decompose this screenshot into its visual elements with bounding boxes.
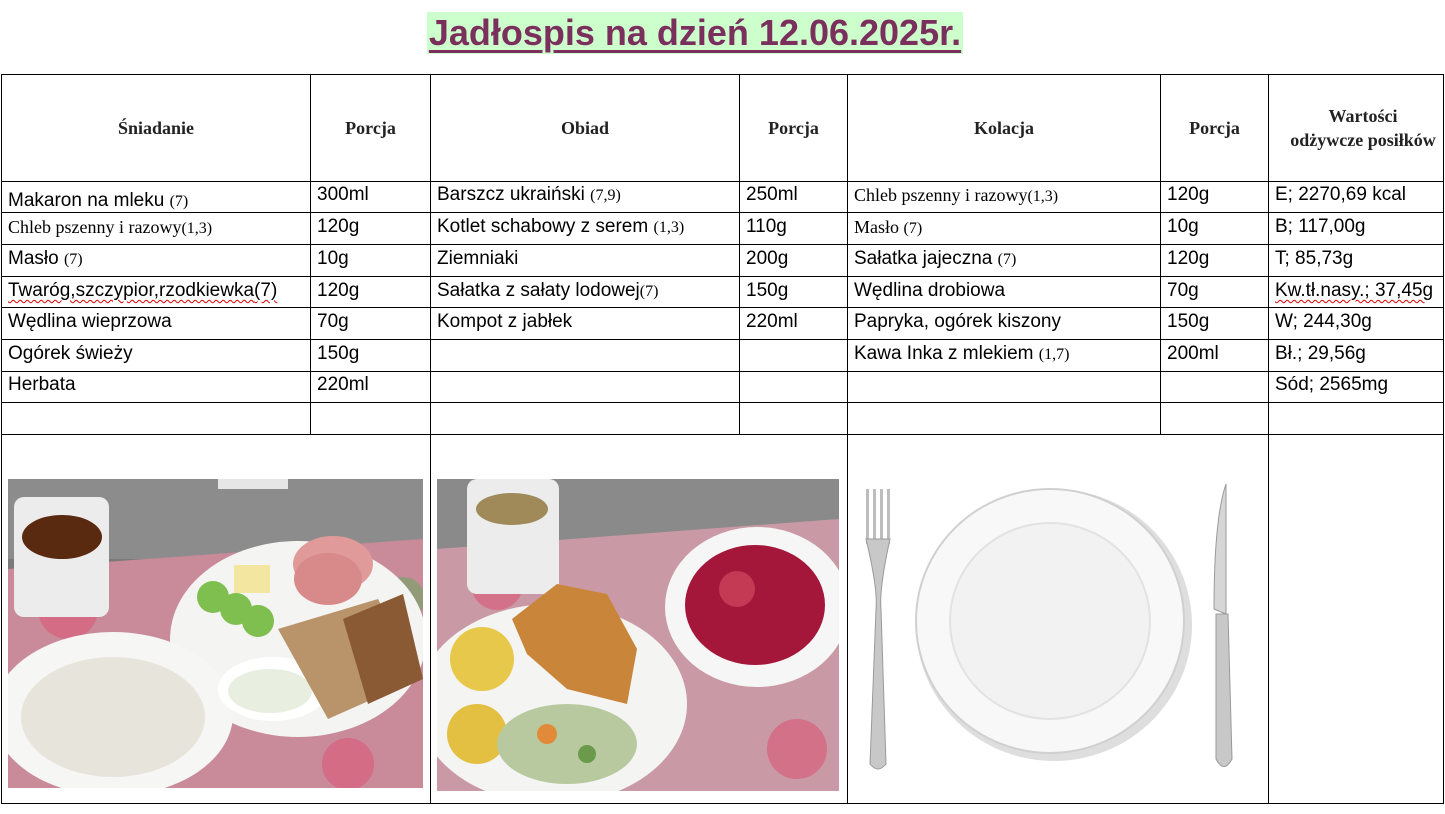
plate-and-cutlery-illustration xyxy=(854,479,1259,779)
lunch-portion: 220ml xyxy=(746,311,798,332)
breakfast-item-name: Masło xyxy=(8,248,64,269)
lunch-item-name: Kotlet schabowy z serem xyxy=(437,216,654,237)
lunch-portion: 150g xyxy=(746,280,789,301)
allergen-note: (7,9) xyxy=(590,187,621,204)
breakfast-portion: 120g xyxy=(317,216,360,237)
allergen-note: (7) xyxy=(639,283,659,300)
table-border-bottom xyxy=(1,803,1444,804)
dinner-item-name: Wędlina drobiowa xyxy=(854,280,1006,301)
column-divider xyxy=(430,74,431,804)
breakfast-portion: 70g xyxy=(317,311,349,332)
lunch-item xyxy=(437,184,737,215)
nutrition-value: E; 2270,69 kcal xyxy=(1275,184,1406,205)
dinner-item xyxy=(854,248,1158,279)
dinner-item xyxy=(854,184,1158,215)
dinner-item-name: Kawa Inka z mlekiem xyxy=(854,343,1039,364)
breakfast-photo xyxy=(8,479,423,788)
lunch-portion: 250ml xyxy=(746,184,798,205)
allergen-note: (7) xyxy=(997,251,1017,268)
dinner-item xyxy=(854,343,1158,374)
column-divider xyxy=(1268,74,1269,804)
breakfast-portion: 150g xyxy=(317,343,360,364)
breakfast-item xyxy=(8,248,308,279)
page-title: Jadłospis na dzień 12.06.2025r. xyxy=(428,12,962,53)
nutrition-value: Sód; 2565mg xyxy=(1275,374,1389,395)
header-portion: Porcja xyxy=(345,117,396,138)
dinner-portion: 120g xyxy=(1167,248,1210,269)
dinner-item-name: Masło xyxy=(854,217,904,237)
breakfast-portion: 300ml xyxy=(317,184,369,205)
breakfast-item-name: Wędlina wieprzowa xyxy=(8,311,172,332)
lunch-item-name: Barszcz ukraiński xyxy=(437,184,591,205)
header-portion: Porcja xyxy=(1189,117,1240,138)
breakfast-portion: 220ml xyxy=(317,374,369,395)
lunch-item-name: Kompot z jabłek xyxy=(437,311,573,332)
lunch-item xyxy=(437,280,737,311)
breakfast-item-name: Makaron na mleku xyxy=(8,190,170,211)
breakfast-item-name: Ogórek świeży xyxy=(8,343,133,364)
breakfast-item xyxy=(8,343,308,374)
column-divider xyxy=(847,74,848,804)
dinner-portion: 200ml xyxy=(1167,343,1219,364)
lunch-portion: 110g xyxy=(746,216,787,237)
nutrition-value: Bł.; 29,56g xyxy=(1275,343,1366,364)
lunch-photo-illustration xyxy=(437,479,839,791)
breakfast-portion: 120g xyxy=(317,280,360,301)
lunch-item-name: Sałatka z sałaty lodowej xyxy=(437,280,640,301)
dinner-item xyxy=(854,280,1158,311)
breakfast-photo-illustration xyxy=(8,479,423,788)
dinner-item-name: Sałatka jajeczna xyxy=(854,248,998,269)
lunch-item xyxy=(437,248,737,279)
breakfast-item-name: Herbata xyxy=(8,374,76,395)
header-nutrition-line1: Wartości xyxy=(1328,105,1398,126)
header-lunch: Obiad xyxy=(560,117,610,138)
breakfast-item-name: Twaróg,szczypior,rzodkiewka xyxy=(8,280,255,301)
lunch-portion: 200g xyxy=(746,248,789,269)
dinner-photo xyxy=(854,479,1259,779)
header-nutrition-line2: odżywcze posiłków xyxy=(1290,129,1436,150)
header-breakfast: Śniadanie xyxy=(117,117,195,138)
table-border-left xyxy=(1,74,2,804)
breakfast-item xyxy=(8,216,308,247)
breakfast-item xyxy=(8,280,308,311)
lunch-item xyxy=(437,216,737,247)
table-border-right xyxy=(1443,74,1444,804)
breakfast-item xyxy=(8,311,308,342)
title-wrapper xyxy=(0,12,1390,54)
header-nutrition xyxy=(1269,74,1445,181)
menu-table xyxy=(0,74,1445,804)
row-divider xyxy=(1,434,1444,435)
allergen-note: (1,3) xyxy=(1027,188,1059,205)
allergen-note: (1,3) xyxy=(181,220,213,237)
allergen-note: (7) xyxy=(63,251,83,268)
lunch-photo xyxy=(437,479,839,791)
dinner-item xyxy=(854,216,1158,247)
lunch-item xyxy=(437,311,737,342)
row-divider xyxy=(1,181,1444,182)
allergen-note: (1,3) xyxy=(653,219,685,236)
dinner-portion: 120g xyxy=(1167,184,1210,205)
dinner-portion: 150g xyxy=(1167,311,1210,332)
nutrition-value: W; 244,30g xyxy=(1275,311,1372,332)
dinner-item-name: Papryka, ogórek kiszony xyxy=(854,311,1061,332)
allergen-note: (7) xyxy=(169,193,189,210)
allergen-note: (7) xyxy=(903,220,923,237)
lunch-item-name: Ziemniaki xyxy=(437,248,519,269)
dinner-item xyxy=(854,311,1158,342)
breakfast-item xyxy=(8,374,308,405)
breakfast-portion: 10g xyxy=(317,248,349,269)
header-dinner: Kolacja xyxy=(974,117,1034,138)
dinner-portion: 10g xyxy=(1167,216,1199,237)
dinner-item-name: Chleb pszenny i razowy xyxy=(854,185,1028,205)
allergen-note: (7) xyxy=(254,280,278,301)
nutrition-value: B; 117,00g xyxy=(1275,216,1366,237)
breakfast-item-name: Chleb pszenny i razowy xyxy=(8,217,182,237)
dinner-portion: 70g xyxy=(1167,280,1199,301)
allergen-note: (1,7) xyxy=(1038,346,1070,363)
header-portion: Porcja xyxy=(768,117,819,138)
nutrition-value: T; 85,73g xyxy=(1275,248,1354,269)
nutrition-value: Kw.tł.nasy.; 37,45g xyxy=(1275,280,1434,301)
